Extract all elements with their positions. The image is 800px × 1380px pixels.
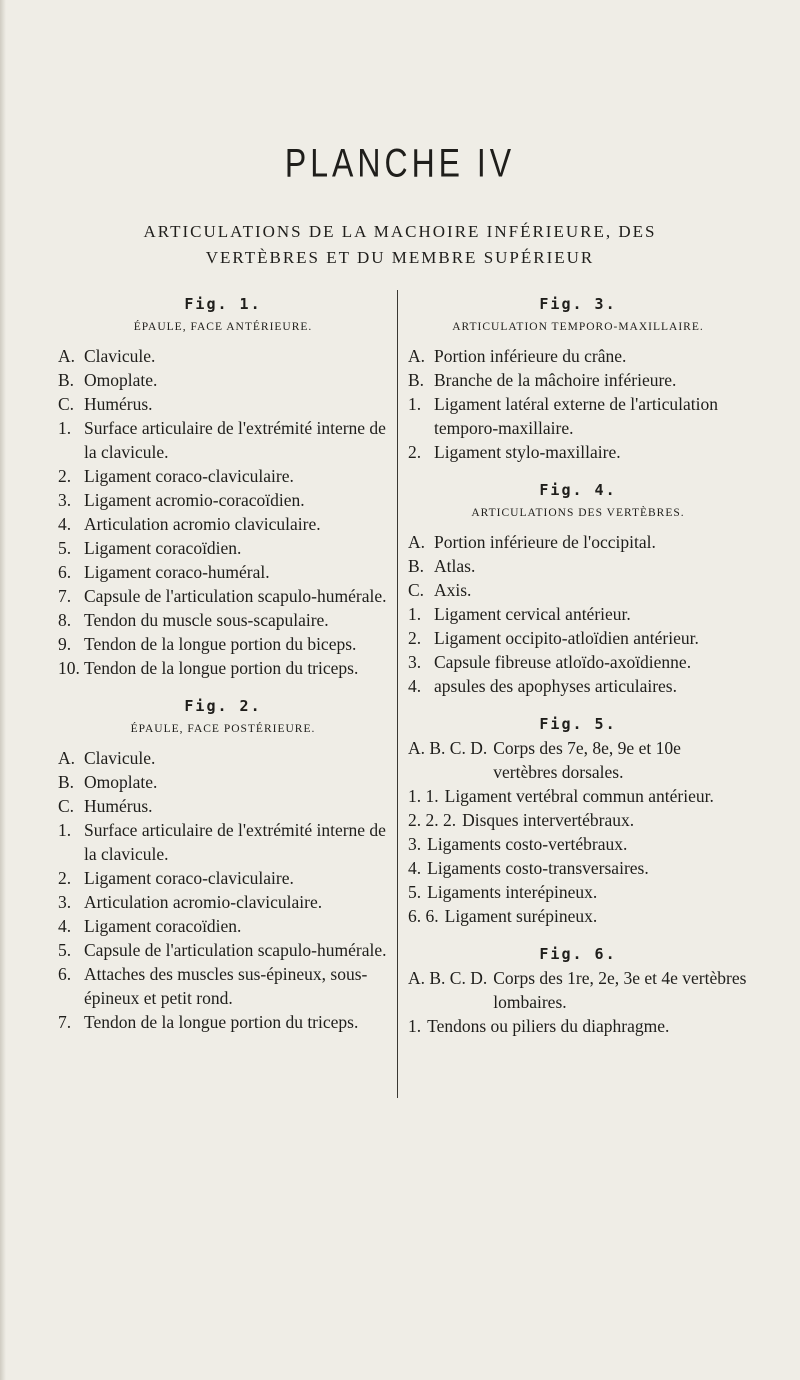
legend-marker: 2. [58,868,72,888]
legend-marker: 7. [58,586,72,606]
legend-text: Humérus. [84,796,153,816]
left-column [58,292,388,1034]
legend-item [408,1014,748,1038]
legend-item [408,368,748,392]
figure-heading: Fig. 5. [539,715,617,733]
legend-text: Ligament vertébral commun antérieur. [444,786,714,806]
legend-item [58,656,388,680]
legend-item [58,368,388,392]
legend-text: Ligament coraco-claviculaire. [84,466,294,486]
legend-marker: 8. [58,610,72,630]
legend-marker: 5. [58,538,72,558]
legend-text: Disques intervertébraux. [462,810,635,830]
legend-text: Clavicule. [84,346,156,366]
legend-item [58,392,388,416]
legend-marker: 3. [408,834,422,854]
legend-marker: 1. [408,394,422,414]
legend-marker: B. [58,772,75,792]
legend-text: Ligament stylo-maxillaire. [434,442,621,462]
legend-text: Tendon de la longue portion du triceps. [84,658,359,678]
legend-item [58,914,388,938]
legend-item [58,938,388,962]
legend-item [408,880,748,904]
legend-text: Ligament coraco-huméral. [84,562,270,582]
legend-text: apsules des apophyses articulaires. [434,676,677,696]
legend-text: Ligament surépineux. [444,906,598,926]
legend-item [408,344,748,368]
legend-item [58,818,388,866]
legend-text: Corps des 7e, 8e, 9e et 10e vertèbres dorsales. [493,738,681,782]
figure-caption: ÉPAULE, FACE POSTÉRIEURE. [130,723,316,735]
legend-marker: 4. [408,858,422,878]
legend-item [58,488,388,512]
legend-marker: 4. [408,676,422,696]
legend-text: Capsule de l'articulation scapulo-humérale. [84,940,387,960]
legend-list [408,530,748,698]
legend-item [58,416,388,464]
legend-marker: 5. [408,882,422,902]
legend-marker: 3. [58,490,72,510]
legend-text: Clavicule. [84,748,156,768]
legend-marker: 4. [58,916,72,936]
legend-marker: 1. 1. [408,786,439,806]
legend-marker: 9. [58,634,72,654]
legend-item [408,808,748,832]
legend-text: Ligament coracoïdien. [84,538,242,558]
legend-marker: B. [58,370,75,390]
legend-marker: B. [408,556,425,576]
legend-marker: 1. [408,604,422,624]
legend-item [58,584,388,608]
legend-marker: 2. [408,442,422,462]
spacer [408,698,748,712]
legend-list [58,344,388,680]
legend-item [58,962,388,1010]
figure-heading: Fig. 4. [539,481,617,499]
legend-text: Ligament occipito-atloïdien antérieur. [434,628,699,648]
legend-text: Tendon de la longue portion du biceps. [84,634,357,654]
legend-marker: A. [58,748,76,768]
legend-marker: 1. [58,820,72,840]
legend-marker: 3. [408,652,422,672]
figure-heading: Fig. 6. [539,945,617,963]
legend-item [58,344,388,368]
plate-subtitle-line-2: VERTÈBRES ET DU MEMBRE SUPÉRIEUR [205,248,595,267]
legend-list [408,966,748,1038]
legend-marker: 10. [58,658,80,678]
legend-item [408,832,748,856]
legend-marker: 2. [408,628,422,648]
legend-item [58,608,388,632]
legend-marker: C. [408,580,425,600]
legend-item [58,770,388,794]
figure-3-legend [408,292,748,464]
legend-text: Capsule de l'articulation scapulo-humérale. [84,586,387,606]
legend-text: Ligaments interépineux. [427,882,598,902]
legend-text: Omoplate. [84,772,158,792]
legend-item [408,626,748,650]
legend-marker: A. B. C. D. [408,738,488,758]
legend-item [58,560,388,584]
figure-heading: Fig. 2. [184,697,262,715]
legend-item [408,602,748,626]
legend-marker: 2. 2. 2. [408,810,457,830]
legend-item [408,904,748,928]
legend-marker: C. [58,796,75,816]
legend-text: Articulation acromio claviculaire. [84,514,321,534]
legend-text: Capsule fibreuse atloïdo-axoïdienne. [434,652,692,672]
legend-item [408,966,748,1014]
legend-marker: A. [408,346,426,366]
legend-item [58,866,388,890]
legend-list [58,746,388,1034]
legend-text: Articulation acromio-claviculaire. [84,892,323,912]
legend-item [58,536,388,560]
legend-text: Tendon du muscle sous-scapulaire. [84,610,329,630]
legend-text: Corps des 1re, 2e, 3e et 4e vertèbres lombaires. [493,968,747,1012]
legend-marker: 5. [58,940,72,960]
legend-marker: 6. [58,562,72,582]
figure-heading: Fig. 1. [184,295,262,313]
legend-list [408,736,748,928]
legend-item [58,890,388,914]
legend-item [408,530,748,554]
legend-marker: A. [58,346,76,366]
legend-marker: 7. [58,1012,72,1032]
figure-4-legend [408,478,748,698]
legend-text: Portion inférieure de l'occipital. [434,532,656,552]
legend-text: Axis. [434,580,472,600]
legend-text: Ligaments costo-vertébraux. [427,834,628,854]
legend-text: Humérus. [84,394,153,414]
legend-item [58,1010,388,1034]
legend-text: Surface articulaire de l'extrémité interne de la clavicule. [84,820,386,864]
legend-item [408,784,748,808]
legend-marker: 6. [58,964,72,984]
legend-text: Ligaments costo-transversaires. [427,858,649,878]
legend-item [58,512,388,536]
legend-item [58,632,388,656]
legend-item [408,440,748,464]
legend-text: Ligament cervical antérieur. [434,604,631,624]
legend-item [58,794,388,818]
figure-caption: ARTICULATION TEMPORO-MAXILLAIRE. [452,321,704,333]
legend-list [408,344,748,464]
figure-6-legend [408,942,748,1038]
figure-5-legend [408,712,748,928]
legend-item [408,554,748,578]
plate-subtitle-line-1: ARTICULATIONS DE LA MACHOIRE INFÉRIEURE, DES [143,222,657,241]
legend-marker: B. [408,370,425,390]
legend-text: Surface articulaire de l'extrémité interne de la clavicule. [84,418,386,462]
legend-marker: A. B. C. D. [408,968,488,988]
figure-1-legend [58,292,388,680]
legend-text: Ligament acromio-coracoïdien. [84,490,305,510]
legend-text: Ligament coraco-claviculaire. [84,868,294,888]
spacer [58,680,388,694]
legend-marker: 4. [58,514,72,534]
legend-text: Omoplate. [84,370,158,390]
legend-text: Ligament coracoïdien. [84,916,242,936]
legend-text: Ligament latéral externe de l'articulation temporo-maxillaire. [434,394,718,438]
legend-item [408,674,748,698]
legend-item [408,392,748,440]
figure-heading: Fig. 3. [539,295,617,313]
legend-text: Tendon de la longue portion du triceps. [84,1012,359,1032]
legend-item [408,736,748,784]
legend-marker: 3. [58,892,72,912]
legend-item [58,746,388,770]
legend-text: Attaches des muscles sus-épineux, sous-épineux et petit rond. [84,964,368,1008]
legend-item [408,650,748,674]
figure-2-legend [58,694,388,1034]
legend-item [408,856,748,880]
column-divider [397,290,398,1098]
plate-title: PLANCHE IV [284,140,516,185]
legend-item [58,464,388,488]
legend-item [408,578,748,602]
legend-text: Branche de la mâchoire inférieure. [434,370,677,390]
legend-marker: 1. [58,418,72,438]
legend-marker: 6. 6. [408,906,439,926]
legend-marker: 1. [408,1016,422,1036]
legend-text: Portion inférieure du crâne. [434,346,627,366]
spacer [408,464,748,478]
legend-marker: C. [58,394,75,414]
figure-caption: ARTICULATIONS DES VERTÈBRES. [471,507,685,519]
legend-marker: A. [408,532,426,552]
spacer [408,928,748,942]
figure-caption: ÉPAULE, FACE ANTÉRIEURE. [133,321,313,333]
right-column [408,292,748,1038]
legend-text: Tendons ou piliers du diaphragme. [427,1016,670,1036]
legend-text: Atlas. [434,556,476,576]
page-edge [0,0,6,1380]
legend-marker: 2. [58,466,72,486]
